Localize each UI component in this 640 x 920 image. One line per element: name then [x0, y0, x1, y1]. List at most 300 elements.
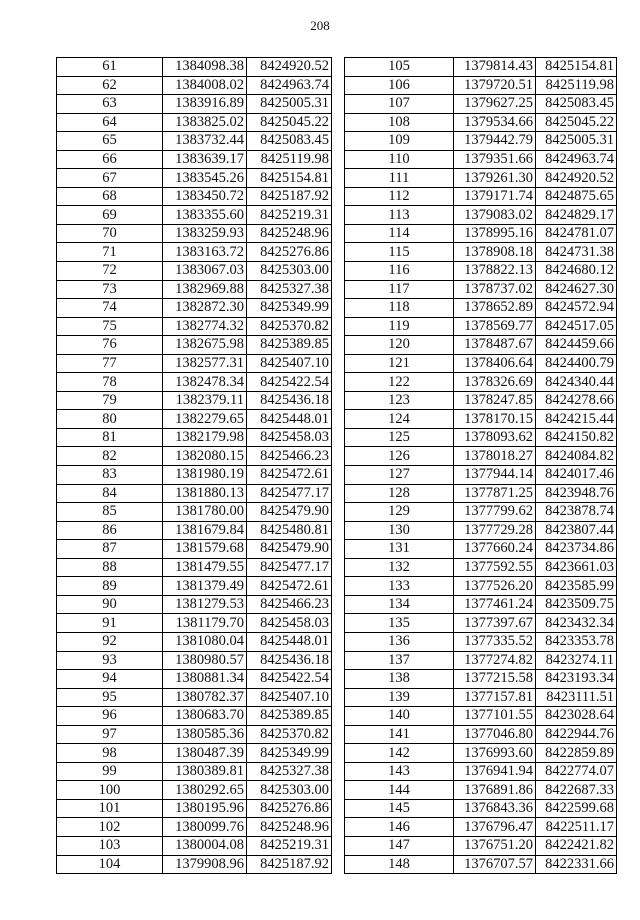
y-coordinate-cell: 8425303.00 [247, 781, 332, 800]
point-number-cell: 144 [345, 781, 454, 800]
table-row [345, 632, 617, 651]
table-row [57, 614, 332, 633]
point-number-cell: 66 [57, 150, 163, 169]
point-number-cell: 90 [57, 595, 163, 614]
x-coordinate-cell: 1379261.30 [454, 169, 536, 188]
x-coordinate-cell: 1378569.77 [454, 317, 536, 336]
x-coordinate-cell: 1380980.57 [163, 651, 247, 670]
y-coordinate-cell: 8422331.66 [536, 855, 617, 874]
point-number-cell: 119 [345, 317, 454, 336]
x-coordinate-cell: 1376796.47 [454, 818, 536, 837]
x-coordinate-cell: 1379171.74 [454, 187, 536, 206]
point-number-cell: 113 [345, 206, 454, 225]
table-row [345, 762, 617, 781]
x-coordinate-cell: 1378737.02 [454, 280, 536, 299]
point-number-cell: 136 [345, 632, 454, 651]
point-number-cell: 141 [345, 725, 454, 744]
x-coordinate-cell: 1378093.62 [454, 428, 536, 447]
point-number-cell: 95 [57, 688, 163, 707]
y-coordinate-cell: 8423948.76 [536, 484, 617, 503]
table-row [57, 836, 332, 855]
table-row [345, 466, 617, 485]
y-coordinate-cell: 8425370.82 [247, 725, 332, 744]
point-number-cell: 88 [57, 558, 163, 577]
table-row [57, 317, 332, 336]
point-number-cell: 70 [57, 224, 163, 243]
point-number-cell: 65 [57, 132, 163, 151]
table-row [57, 744, 332, 763]
table-row [345, 95, 617, 114]
table-row [345, 818, 617, 837]
x-coordinate-cell: 1377101.55 [454, 707, 536, 726]
x-coordinate-cell: 1379627.25 [454, 95, 536, 114]
table-row [57, 799, 332, 818]
x-coordinate-cell: 1377799.62 [454, 503, 536, 522]
y-coordinate-cell: 8423878.74 [536, 503, 617, 522]
table-row [345, 725, 617, 744]
point-number-cell: 123 [345, 391, 454, 410]
table-row [57, 707, 332, 726]
y-coordinate-cell: 8425480.81 [247, 521, 332, 540]
table-row [345, 373, 617, 392]
y-coordinate-cell: 8425219.31 [247, 836, 332, 855]
point-number-cell: 116 [345, 262, 454, 281]
x-coordinate-cell: 1377274.82 [454, 651, 536, 670]
y-coordinate-cell: 8422599.68 [536, 799, 617, 818]
table-row [345, 614, 617, 633]
point-number-cell: 86 [57, 521, 163, 540]
x-coordinate-cell: 1381179.70 [163, 614, 247, 633]
y-coordinate-cell: 8423274.11 [536, 651, 617, 670]
point-number-cell: 145 [345, 799, 454, 818]
point-number-cell: 135 [345, 614, 454, 633]
y-coordinate-cell: 8424627.30 [536, 280, 617, 299]
point-number-cell: 146 [345, 818, 454, 837]
x-coordinate-cell: 1381080.04 [163, 632, 247, 651]
point-number-cell: 115 [345, 243, 454, 262]
table-row [345, 410, 617, 429]
point-number-cell: 107 [345, 95, 454, 114]
x-coordinate-cell: 1381279.53 [163, 595, 247, 614]
x-coordinate-cell: 1381780.00 [163, 503, 247, 522]
point-number-cell: 94 [57, 670, 163, 689]
y-coordinate-cell: 8424963.74 [536, 150, 617, 169]
x-coordinate-cell: 1381579.68 [163, 540, 247, 559]
y-coordinate-cell: 8425248.96 [247, 818, 332, 837]
x-coordinate-cell: 1379720.51 [454, 76, 536, 95]
table-row [57, 762, 332, 781]
y-coordinate-cell: 8424084.82 [536, 447, 617, 466]
table-row [345, 132, 617, 151]
y-coordinate-cell: 8422774.07 [536, 762, 617, 781]
point-number-cell: 133 [345, 577, 454, 596]
x-coordinate-cell: 1380683.70 [163, 707, 247, 726]
table-row [345, 670, 617, 689]
x-coordinate-cell: 1383732.44 [163, 132, 247, 151]
y-coordinate-cell: 8425119.98 [536, 76, 617, 95]
x-coordinate-cell: 1376941.94 [454, 762, 536, 781]
x-coordinate-cell: 1382279.65 [163, 410, 247, 429]
y-coordinate-cell: 8424150.82 [536, 428, 617, 447]
y-coordinate-cell: 8425466.23 [247, 447, 332, 466]
point-number-cell: 103 [57, 836, 163, 855]
x-coordinate-cell: 1381980.19 [163, 466, 247, 485]
y-coordinate-cell: 8425389.85 [247, 336, 332, 355]
table-row [57, 484, 332, 503]
x-coordinate-cell: 1381479.55 [163, 558, 247, 577]
table-row [57, 206, 332, 225]
table-row [345, 688, 617, 707]
y-coordinate-cell: 8424400.79 [536, 354, 617, 373]
y-coordinate-cell: 8424459.66 [536, 336, 617, 355]
x-coordinate-cell: 1377526.20 [454, 577, 536, 596]
table-row [345, 391, 617, 410]
table-row [345, 781, 617, 800]
y-coordinate-cell: 8423509.75 [536, 595, 617, 614]
x-coordinate-cell: 1377944.14 [454, 466, 536, 485]
y-coordinate-cell: 8425187.92 [247, 187, 332, 206]
table-row [57, 781, 332, 800]
y-coordinate-cell: 8425407.10 [247, 354, 332, 373]
x-coordinate-cell: 1382675.98 [163, 336, 247, 355]
point-number-cell: 140 [345, 707, 454, 726]
table-row [57, 410, 332, 429]
x-coordinate-cell: 1383450.72 [163, 187, 247, 206]
x-coordinate-cell: 1383825.02 [163, 113, 247, 132]
x-coordinate-cell: 1378247.85 [454, 391, 536, 410]
x-coordinate-cell: 1381880.13 [163, 484, 247, 503]
point-number-cell: 126 [345, 447, 454, 466]
y-coordinate-cell: 8423353.78 [536, 632, 617, 651]
table-row [345, 540, 617, 559]
point-number-cell: 79 [57, 391, 163, 410]
y-coordinate-cell: 8425154.81 [536, 58, 617, 77]
x-coordinate-cell: 1378170.15 [454, 410, 536, 429]
point-number-cell: 83 [57, 466, 163, 485]
point-number-cell: 93 [57, 651, 163, 670]
table-row [57, 169, 332, 188]
x-coordinate-cell: 1377046.80 [454, 725, 536, 744]
table-row [345, 447, 617, 466]
y-coordinate-cell: 8425327.38 [247, 280, 332, 299]
table-row [345, 113, 617, 132]
y-coordinate-cell: 8425422.54 [247, 373, 332, 392]
y-coordinate-cell: 8425276.86 [247, 799, 332, 818]
point-number-cell: 106 [345, 76, 454, 95]
y-coordinate-cell: 8422944.76 [536, 725, 617, 744]
y-coordinate-cell: 8422421.82 [536, 836, 617, 855]
point-number-cell: 132 [345, 558, 454, 577]
table-row [345, 336, 617, 355]
y-coordinate-cell: 8425436.18 [247, 391, 332, 410]
y-coordinate-cell: 8424572.94 [536, 299, 617, 318]
table-row [57, 428, 332, 447]
x-coordinate-cell: 1381679.84 [163, 521, 247, 540]
x-coordinate-cell: 1377335.52 [454, 632, 536, 651]
y-coordinate-cell: 8422687.33 [536, 781, 617, 800]
y-coordinate-cell: 8425458.03 [247, 614, 332, 633]
table-row [345, 577, 617, 596]
table-row [57, 466, 332, 485]
point-number-cell: 78 [57, 373, 163, 392]
table-row [57, 224, 332, 243]
table-row [345, 243, 617, 262]
x-coordinate-cell: 1382179.98 [163, 428, 247, 447]
y-coordinate-cell: 8425005.31 [536, 132, 617, 151]
table-row [345, 503, 617, 522]
point-number-cell: 67 [57, 169, 163, 188]
table-row [345, 262, 617, 281]
x-coordinate-cell: 1382872.30 [163, 299, 247, 318]
point-number-cell: 118 [345, 299, 454, 318]
table-row [57, 187, 332, 206]
x-coordinate-cell: 1377157.81 [454, 688, 536, 707]
point-number-cell: 137 [345, 651, 454, 670]
x-coordinate-cell: 1382080.15 [163, 447, 247, 466]
table-row [57, 280, 332, 299]
y-coordinate-cell: 8423585.99 [536, 577, 617, 596]
x-coordinate-cell: 1383639.17 [163, 150, 247, 169]
point-number-cell: 131 [345, 540, 454, 559]
y-coordinate-cell: 8425422.54 [247, 670, 332, 689]
table-row [57, 299, 332, 318]
point-number-cell: 80 [57, 410, 163, 429]
coordinates-table-left [56, 57, 332, 874]
y-coordinate-cell: 8425187.92 [247, 855, 332, 874]
table-row [57, 577, 332, 596]
point-number-cell: 96 [57, 707, 163, 726]
x-coordinate-cell: 1379351.66 [454, 150, 536, 169]
x-coordinate-cell: 1378822.13 [454, 262, 536, 281]
x-coordinate-cell: 1383163.72 [163, 243, 247, 262]
y-coordinate-cell: 8425407.10 [247, 688, 332, 707]
x-coordinate-cell: 1377461.24 [454, 595, 536, 614]
x-coordinate-cell: 1377397.67 [454, 614, 536, 633]
x-coordinate-cell: 1380195.96 [163, 799, 247, 818]
x-coordinate-cell: 1377215.58 [454, 670, 536, 689]
x-coordinate-cell: 1384008.02 [163, 76, 247, 95]
x-coordinate-cell: 1378018.27 [454, 447, 536, 466]
table-row [57, 373, 332, 392]
x-coordinate-cell: 1380881.34 [163, 670, 247, 689]
y-coordinate-cell: 8425477.17 [247, 484, 332, 503]
point-number-cell: 64 [57, 113, 163, 132]
x-coordinate-cell: 1383259.93 [163, 224, 247, 243]
point-number-cell: 68 [57, 187, 163, 206]
point-number-cell: 97 [57, 725, 163, 744]
point-number-cell: 92 [57, 632, 163, 651]
table-row [57, 521, 332, 540]
table-row [345, 354, 617, 373]
table-row [345, 558, 617, 577]
y-coordinate-cell: 8425219.31 [247, 206, 332, 225]
page-number: 208 [310, 18, 330, 33]
y-coordinate-cell: 8424278.66 [536, 391, 617, 410]
table-row [57, 818, 332, 837]
table-row [345, 521, 617, 540]
x-coordinate-cell: 1383545.26 [163, 169, 247, 188]
y-coordinate-cell: 8423193.34 [536, 670, 617, 689]
table-row [345, 224, 617, 243]
table-row [57, 391, 332, 410]
point-number-cell: 82 [57, 447, 163, 466]
table-row [57, 595, 332, 614]
point-number-cell: 62 [57, 76, 163, 95]
table-row [345, 150, 617, 169]
point-number-cell: 121 [345, 354, 454, 373]
table-row [57, 132, 332, 151]
table-row [57, 447, 332, 466]
point-number-cell: 73 [57, 280, 163, 299]
point-number-cell: 148 [345, 855, 454, 874]
x-coordinate-cell: 1377592.55 [454, 558, 536, 577]
y-coordinate-cell: 8423028.64 [536, 707, 617, 726]
x-coordinate-cell: 1376993.60 [454, 744, 536, 763]
point-number-cell: 122 [345, 373, 454, 392]
table-row [57, 58, 332, 77]
table-row [345, 428, 617, 447]
y-coordinate-cell: 8425005.31 [247, 95, 332, 114]
x-coordinate-cell: 1378908.18 [454, 243, 536, 262]
y-coordinate-cell: 8425083.45 [247, 132, 332, 151]
point-number-cell: 108 [345, 113, 454, 132]
table-row [345, 169, 617, 188]
x-coordinate-cell: 1376891.86 [454, 781, 536, 800]
x-coordinate-cell: 1384098.38 [163, 58, 247, 77]
point-number-cell: 112 [345, 187, 454, 206]
table-row [57, 688, 332, 707]
coordinates-table-right [344, 57, 617, 874]
point-number-cell: 75 [57, 317, 163, 336]
point-number-cell: 74 [57, 299, 163, 318]
point-number-cell: 142 [345, 744, 454, 763]
x-coordinate-cell: 1383067.03 [163, 262, 247, 281]
y-coordinate-cell: 8423661.03 [536, 558, 617, 577]
point-number-cell: 110 [345, 150, 454, 169]
y-coordinate-cell: 8424781.07 [536, 224, 617, 243]
table-row [57, 336, 332, 355]
x-coordinate-cell: 1382577.31 [163, 354, 247, 373]
point-number-cell: 89 [57, 577, 163, 596]
y-coordinate-cell: 8424680.12 [536, 262, 617, 281]
table-row [57, 243, 332, 262]
y-coordinate-cell: 8424340.44 [536, 373, 617, 392]
point-number-cell: 109 [345, 132, 454, 151]
x-coordinate-cell: 1379814.43 [454, 58, 536, 77]
x-coordinate-cell: 1377660.24 [454, 540, 536, 559]
y-coordinate-cell: 8425119.98 [247, 150, 332, 169]
table-row [57, 670, 332, 689]
y-coordinate-cell: 8425045.22 [536, 113, 617, 132]
table-row [345, 799, 617, 818]
point-number-cell: 130 [345, 521, 454, 540]
table-row [57, 540, 332, 559]
y-coordinate-cell: 8423734.86 [536, 540, 617, 559]
y-coordinate-cell: 8425466.23 [247, 595, 332, 614]
x-coordinate-cell: 1379442.79 [454, 132, 536, 151]
y-coordinate-cell: 8423111.51 [536, 688, 617, 707]
y-coordinate-cell: 8425436.18 [247, 651, 332, 670]
y-coordinate-cell: 8425083.45 [536, 95, 617, 114]
point-number-cell: 99 [57, 762, 163, 781]
y-coordinate-cell: 8422859.89 [536, 744, 617, 763]
point-number-cell: 105 [345, 58, 454, 77]
y-coordinate-cell: 8425479.90 [247, 503, 332, 522]
point-number-cell: 138 [345, 670, 454, 689]
x-coordinate-cell: 1377871.25 [454, 484, 536, 503]
x-coordinate-cell: 1380004.08 [163, 836, 247, 855]
point-number-cell: 101 [57, 799, 163, 818]
point-number-cell: 102 [57, 818, 163, 837]
y-coordinate-cell: 8425303.00 [247, 262, 332, 281]
point-number-cell: 104 [57, 855, 163, 874]
y-coordinate-cell: 8424920.52 [536, 169, 617, 188]
x-coordinate-cell: 1379908.96 [163, 855, 247, 874]
point-number-cell: 61 [57, 58, 163, 77]
table-row [57, 632, 332, 651]
y-coordinate-cell: 8424731.38 [536, 243, 617, 262]
x-coordinate-cell: 1383355.60 [163, 206, 247, 225]
table-row [345, 76, 617, 95]
point-number-cell: 87 [57, 540, 163, 559]
y-coordinate-cell: 8425448.01 [247, 632, 332, 651]
table-row [345, 707, 617, 726]
y-coordinate-cell: 8425448.01 [247, 410, 332, 429]
y-coordinate-cell: 8424963.74 [247, 76, 332, 95]
table-row [57, 725, 332, 744]
point-number-cell: 120 [345, 336, 454, 355]
y-coordinate-cell: 8424875.65 [536, 187, 617, 206]
y-coordinate-cell: 8425479.90 [247, 540, 332, 559]
table-row [345, 855, 617, 874]
table-row [57, 354, 332, 373]
x-coordinate-cell: 1380292.65 [163, 781, 247, 800]
x-coordinate-cell: 1383916.89 [163, 95, 247, 114]
x-coordinate-cell: 1380099.76 [163, 818, 247, 837]
x-coordinate-cell: 1379534.66 [454, 113, 536, 132]
x-coordinate-cell: 1381379.49 [163, 577, 247, 596]
point-number-cell: 84 [57, 484, 163, 503]
x-coordinate-cell: 1378487.67 [454, 336, 536, 355]
x-coordinate-cell: 1378326.69 [454, 373, 536, 392]
y-coordinate-cell: 8425477.17 [247, 558, 332, 577]
x-coordinate-cell: 1382379.11 [163, 391, 247, 410]
x-coordinate-cell: 1376843.36 [454, 799, 536, 818]
y-coordinate-cell: 8425154.81 [247, 169, 332, 188]
point-number-cell: 76 [57, 336, 163, 355]
y-coordinate-cell: 8425045.22 [247, 113, 332, 132]
table-row [345, 595, 617, 614]
table-row [345, 280, 617, 299]
y-coordinate-cell: 8424215.44 [536, 410, 617, 429]
x-coordinate-cell: 1379083.02 [454, 206, 536, 225]
point-number-cell: 98 [57, 744, 163, 763]
y-coordinate-cell: 8425389.85 [247, 707, 332, 726]
y-coordinate-cell: 8425472.61 [247, 466, 332, 485]
table-row [57, 855, 332, 874]
x-coordinate-cell: 1380782.37 [163, 688, 247, 707]
y-coordinate-cell: 8425458.03 [247, 428, 332, 447]
point-number-cell: 81 [57, 428, 163, 447]
y-coordinate-cell: 8422511.17 [536, 818, 617, 837]
y-coordinate-cell: 8424017.46 [536, 466, 617, 485]
x-coordinate-cell: 1382774.32 [163, 317, 247, 336]
point-number-cell: 71 [57, 243, 163, 262]
point-number-cell: 72 [57, 262, 163, 281]
y-coordinate-cell: 8425276.86 [247, 243, 332, 262]
y-coordinate-cell: 8425248.96 [247, 224, 332, 243]
y-coordinate-cell: 8425370.82 [247, 317, 332, 336]
